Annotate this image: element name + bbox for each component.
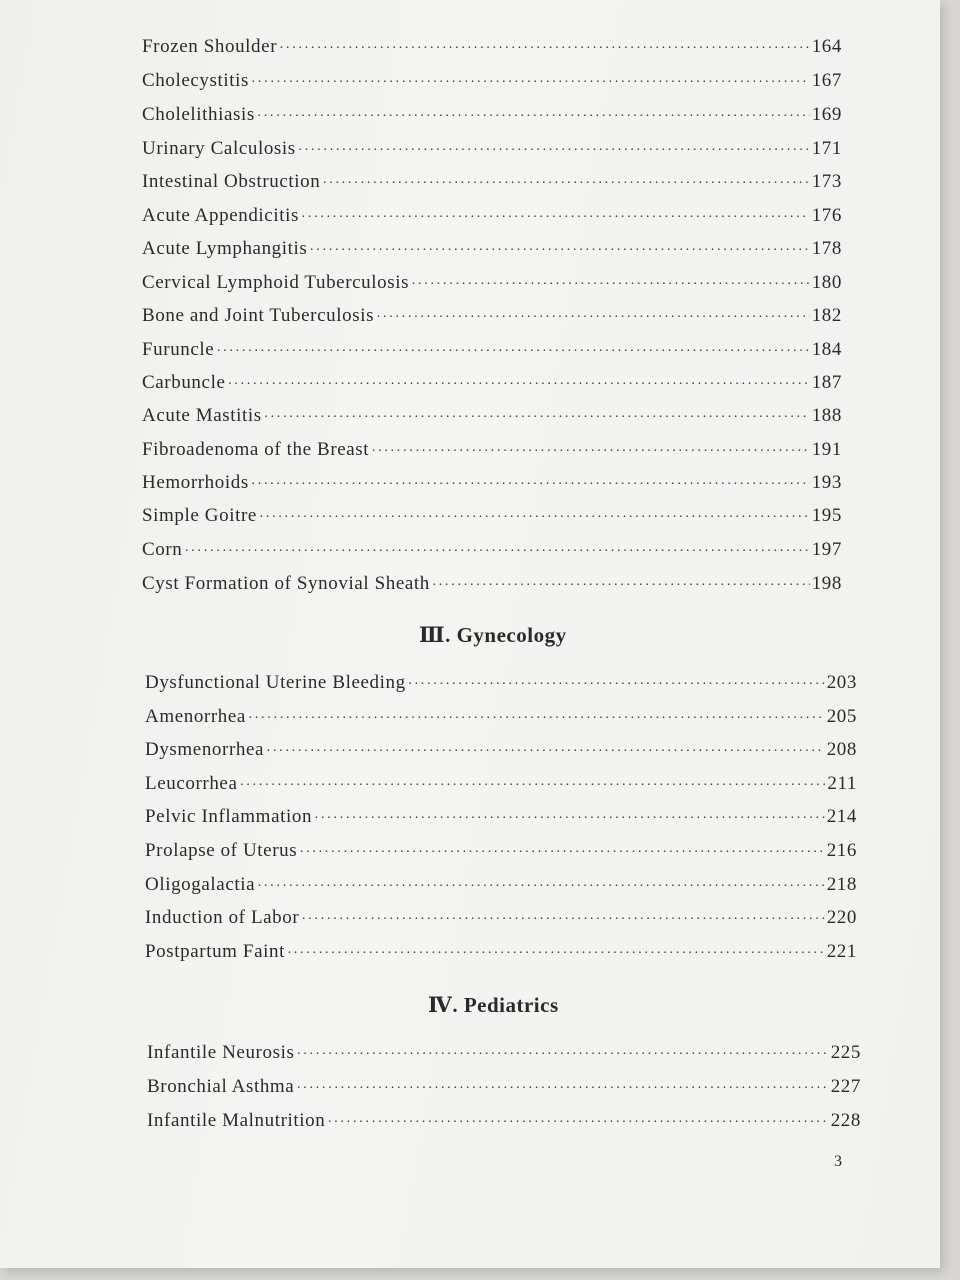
toc-entry-title: Dysfunctional Uterine Bleeding xyxy=(145,672,406,693)
toc-page-number: 208 xyxy=(826,739,857,760)
dot-leader xyxy=(287,946,825,962)
toc-entry-title: Infantile Neurosis xyxy=(147,1042,295,1063)
toc-entry xyxy=(142,171,842,193)
toc-page-number: 216 xyxy=(826,840,857,861)
toc-page-number: 187 xyxy=(811,372,842,393)
dot-leader xyxy=(314,811,825,827)
dot-leader xyxy=(411,277,810,293)
toc-entry-title: Cholecystitis xyxy=(142,70,250,91)
page-folio-number: 3 xyxy=(834,1153,842,1170)
dot-leader xyxy=(259,510,810,526)
toc-entry xyxy=(142,339,842,361)
toc-entry xyxy=(142,272,842,294)
toc-entry-title: Acute Appendicitis xyxy=(142,205,299,226)
toc-page-number: 225 xyxy=(830,1042,861,1063)
section-heading-pediatrics: Ⅳ. Pediatrics xyxy=(428,993,559,1017)
toc-entry-title: Induction of Labor xyxy=(145,907,300,928)
toc-entry-title: Intestinal Obstruction xyxy=(142,171,321,192)
toc-entry xyxy=(145,706,857,728)
toc-entry xyxy=(145,840,857,862)
toc-entry-title: Hemorrhoids xyxy=(142,472,249,493)
toc-page-number: 182 xyxy=(811,305,842,326)
toc-page-number: 191 xyxy=(811,439,842,460)
dot-leader xyxy=(257,879,825,895)
dot-leader xyxy=(296,1081,828,1097)
toc-entry-title: Cyst Formation of Synovial Sheath xyxy=(142,573,430,594)
toc-entry-title: Furuncle xyxy=(142,339,215,360)
dot-leader xyxy=(240,778,826,794)
toc-page-number: 220 xyxy=(826,907,857,928)
toc-page-number: 227 xyxy=(830,1076,861,1097)
toc-entry xyxy=(142,104,842,126)
dot-leader xyxy=(301,912,824,928)
toc-entry xyxy=(142,539,842,561)
toc-page-number: 203 xyxy=(826,672,857,693)
toc-entry-title: Corn xyxy=(142,539,183,560)
dot-leader xyxy=(299,845,824,861)
toc-page-number: 214 xyxy=(826,806,857,827)
toc-entry-title: Cholelithiasis xyxy=(142,104,255,125)
toc-entry xyxy=(145,874,857,896)
toc-entry xyxy=(145,806,857,828)
toc-entry-title: Bronchial Asthma xyxy=(147,1076,295,1097)
toc-entry xyxy=(142,70,842,92)
toc-entry-title: Amenorrhea xyxy=(145,706,246,727)
toc-entry-title: Urinary Calculosis xyxy=(142,138,296,159)
toc-entry-title: Oligogalactia xyxy=(145,874,256,895)
dot-leader xyxy=(227,377,809,393)
dot-leader xyxy=(298,143,810,159)
toc-entry-title: Cervical Lymphoid Tuberculosis xyxy=(142,272,410,293)
dot-leader xyxy=(248,711,825,727)
dot-leader xyxy=(251,477,810,493)
toc-entry-title: Acute Mastitis xyxy=(142,405,262,426)
toc-page-number: 164 xyxy=(811,36,842,57)
toc-page-number: 205 xyxy=(826,706,857,727)
toc-entry xyxy=(142,205,842,227)
toc-page-number: 180 xyxy=(811,272,842,293)
dot-leader xyxy=(257,109,810,125)
toc-page-number: 169 xyxy=(811,104,842,125)
dot-leader xyxy=(432,578,810,594)
dot-leader xyxy=(251,75,810,91)
toc-entry-title: Prolapse of Uterus xyxy=(145,840,298,861)
toc-entry xyxy=(142,573,842,595)
toc-entry xyxy=(145,739,857,761)
toc-entry xyxy=(142,138,842,160)
toc-page-number: 198 xyxy=(811,573,842,594)
toc-entry-title: Infantile Malnutrition xyxy=(147,1110,326,1131)
dot-leader xyxy=(296,1047,828,1063)
toc-page-number: 184 xyxy=(811,339,842,360)
dot-leader xyxy=(184,544,809,560)
toc-entry xyxy=(142,505,842,527)
toc-page-number: 195 xyxy=(811,505,842,526)
toc-entry xyxy=(142,36,842,58)
toc-entry-title: Dysmenorrhea xyxy=(145,739,265,760)
toc-entry-title: Postpartum Faint xyxy=(145,941,285,962)
dot-leader xyxy=(301,210,810,226)
toc-page-number: 176 xyxy=(811,205,842,226)
toc-entry-title: Fibroadenoma of the Breast xyxy=(142,439,370,460)
dot-leader xyxy=(327,1115,828,1131)
toc-entry xyxy=(145,941,857,963)
dot-leader xyxy=(376,310,810,326)
toc-entry xyxy=(145,773,857,795)
toc-page-number: 188 xyxy=(811,405,842,426)
dot-leader xyxy=(279,41,810,57)
toc-entry xyxy=(142,472,842,494)
toc-entry xyxy=(145,907,857,929)
toc-entry xyxy=(142,439,842,461)
dot-leader xyxy=(322,176,809,192)
toc-entry-title: Leucorrhea xyxy=(145,773,238,794)
dot-leader xyxy=(371,444,810,460)
section-heading-gynecology: Ⅲ. Gynecology xyxy=(419,623,567,647)
toc-entry xyxy=(142,372,842,394)
toc-entry xyxy=(147,1042,861,1064)
dot-leader xyxy=(264,410,810,426)
toc-entry-title: Acute Lymphangitis xyxy=(142,238,308,259)
toc-entry-title: Pelvic Inflammation xyxy=(145,806,313,827)
toc-page-number: 218 xyxy=(826,874,857,895)
toc-entry xyxy=(147,1110,861,1132)
toc-entry xyxy=(145,672,857,694)
dot-leader xyxy=(309,243,809,259)
dot-leader xyxy=(216,344,809,360)
toc-entry xyxy=(142,305,842,327)
toc-page-number: 197 xyxy=(811,539,842,560)
toc-page-number: 211 xyxy=(827,773,857,794)
toc-page-number: 228 xyxy=(830,1110,861,1131)
dot-leader xyxy=(266,744,825,760)
toc-page-number: 221 xyxy=(826,941,857,962)
toc-page-number: 193 xyxy=(811,472,842,493)
toc-page-number: 171 xyxy=(811,138,842,159)
toc-page-number: 173 xyxy=(811,171,842,192)
toc-entry-title: Frozen Shoulder xyxy=(142,36,278,57)
toc-entry xyxy=(142,405,842,427)
dot-leader xyxy=(408,677,825,693)
toc-entry xyxy=(147,1076,861,1098)
toc-page-number: 167 xyxy=(811,70,842,91)
toc-entry-title: Simple Goitre xyxy=(142,505,257,526)
toc-entry xyxy=(142,238,842,260)
toc-entry-title: Carbuncle xyxy=(142,372,226,393)
toc-entry-title: Bone and Joint Tuberculosis xyxy=(142,305,375,326)
toc-page-number: 178 xyxy=(811,238,842,259)
